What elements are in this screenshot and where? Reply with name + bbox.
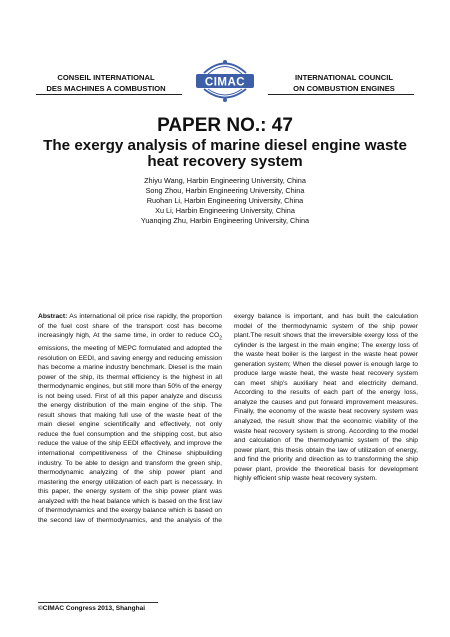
cimac-logo xyxy=(194,56,256,104)
footer-rule xyxy=(38,602,158,603)
author-list xyxy=(60,176,390,226)
author-line: Song Zhou, Harbin Engineering University, China xyxy=(145,186,305,195)
abstract-text-part-2: emissions, the meeting of MEPC formulated and adopted the resolution on EEDI, and saving energy and reducing emission has become a marine industry benchmark. Diesel is the main power of the ship, its thermal efficiency is the highest in all thermodynamic engines, but still more than 50% of the energy is not being used. First of all this paper analyze and discuss the energy distribution of the main engine of the ship. The result shows that making full use of the waste heat of the main diesel engine scientifically and effectively, not only reduce the fuel consumption and the shipping cost, but also reduce the value of the ship EEDI effectively, and improve the international competitiveness of the Chinese shipbuilding industry. To be able to design and transform the green ship, thermodynamic analyzing of the ship power plant and mastering the energy utilization of each part is necessary. In this paper, the energy system of the ship power plant was analyzed with the heat balance which is based on the first law of thermodynamics and the exergy balance which is based on the second law of thermodynamics, and the analysis of the exergy balance is important, and has built the calculation model of the thermodynamic system of the ship power plant.The result shows that the irreversible exergy loss of the cylinder is the largest in the main engine; The exergy loss of the waste heat boiler is the largest in the waste heat power generation system; When the diesel power is enough large to produce large waste heat, the waste heat recovery system can meet ship's auxiliary heat and electricity demand. According to the results of each part of the energy loss, analyze the causes and put forward improvement measures. Finally, the economy of the waste heat recovery system was analyzed, the result show that the economic viability of the waste heat recovery system is strong. According to the model and calculation of the thermodynamic system of the ship power plant, this thesis obtain the law of utilization of energy, and find the priority and direction as to transforming the ship power plant, provide the theoretical basis for development highly efficient ship waste heat recovery system. xyxy=(38,313,418,524)
org-english-line-1: INTERNATIONAL COUNCIL xyxy=(294,73,393,82)
org-english-name xyxy=(268,72,420,94)
org-french-name xyxy=(30,72,182,94)
author-line: Zhiyu Wang, Harbin Engineering University, China xyxy=(144,176,306,185)
paper-number: PAPER NO.: 47 xyxy=(157,115,293,136)
abstract-body xyxy=(38,312,418,534)
svg-text:CIMAC: CIMAC xyxy=(204,76,246,89)
footer-copyright: ©CIMAC Congress 2013, Shanghai xyxy=(38,605,146,612)
org-french-line-2: DES MACHINES A COMBUSTION xyxy=(46,84,166,93)
author-line: Ruohan Li, Harbin Engineering University, China xyxy=(146,196,304,205)
abstract-label: Abstract: xyxy=(38,313,68,320)
org-english-line-2: ON COMBUSTION ENGINES xyxy=(293,84,395,93)
header-rule-left xyxy=(36,94,182,95)
author-line: Xu Li, Harbin Engineering University, China xyxy=(155,206,295,215)
header-rule-right xyxy=(268,94,414,95)
paper-title: The exergy analysis of marine diesel engine waste heat recovery system xyxy=(43,137,407,170)
abstract-text-part-1: As international oil price rise rapidly, the proportion of the fuel cost share of the transport cost has become increasingly high, At the same time, in order to reduce CO xyxy=(38,313,222,340)
org-french-line-1: CONSEIL INTERNATIONAL xyxy=(57,73,155,82)
author-line: Yuanqing Zhu, Harbin Engineering University, China xyxy=(140,216,310,225)
co2-subscript: 2 xyxy=(219,335,222,342)
